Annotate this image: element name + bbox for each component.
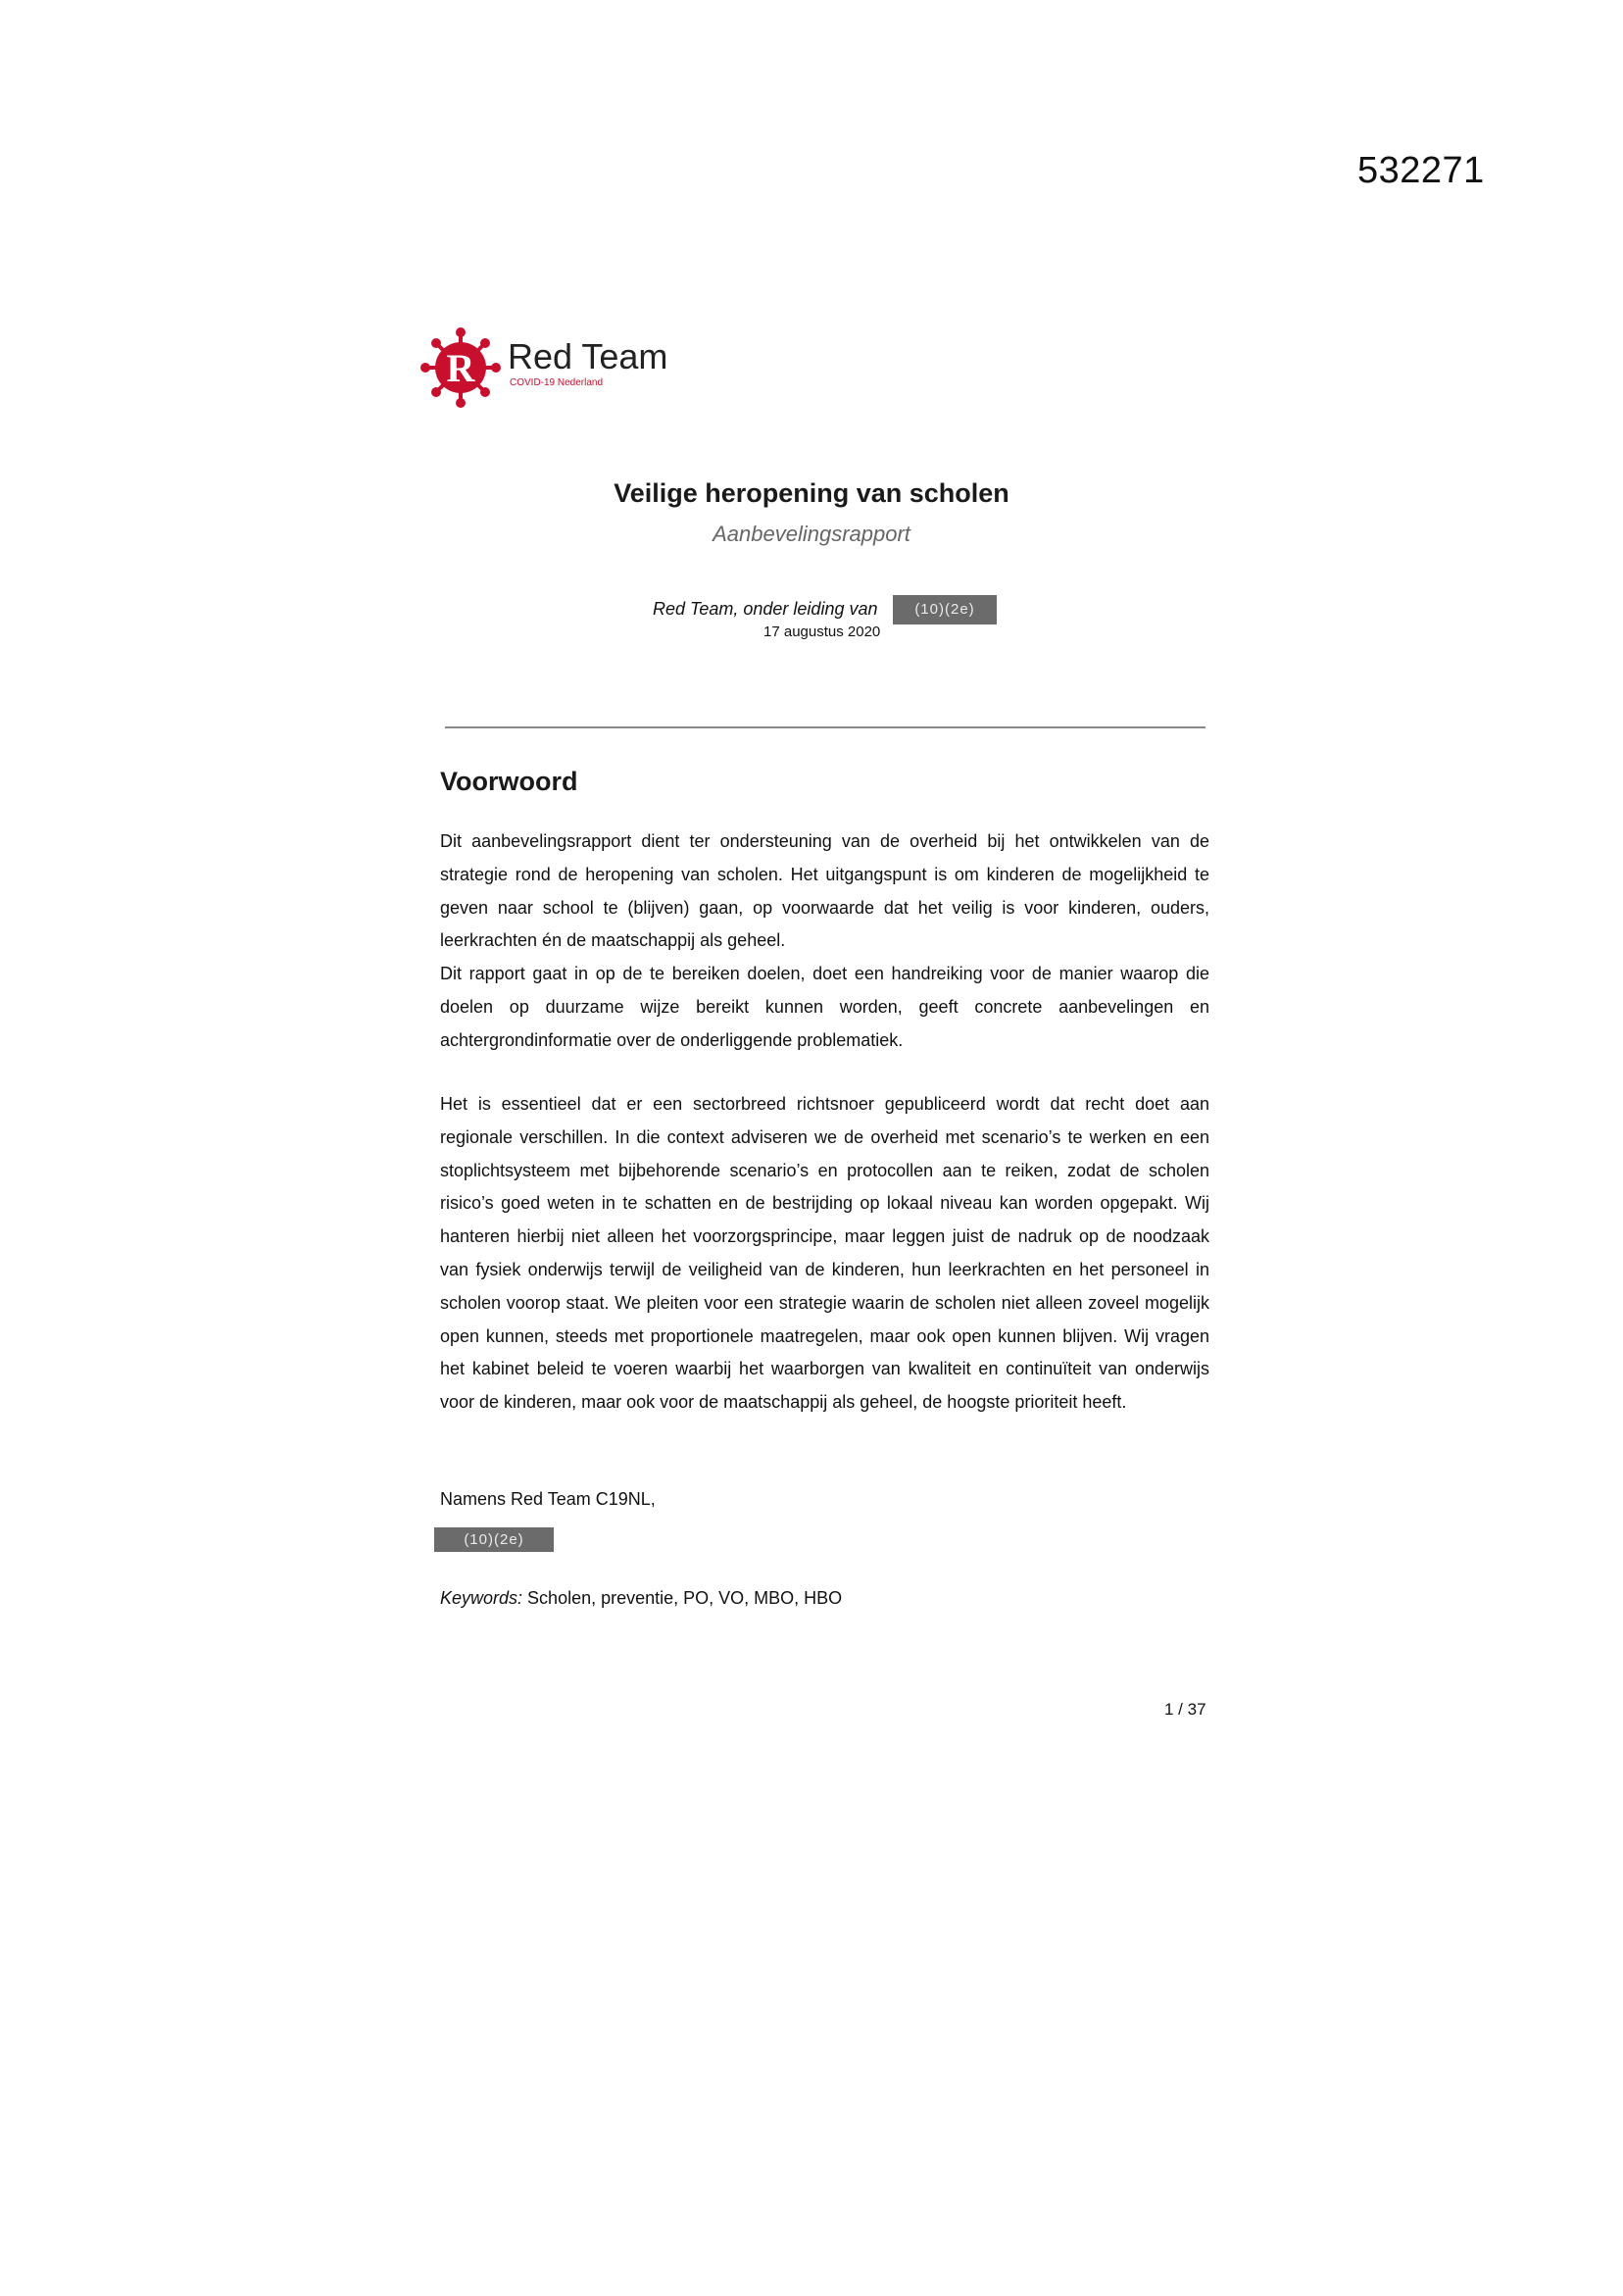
section-heading: Voorwoord (440, 767, 578, 796)
signature-redaction-box: (10)(2e) (434, 1527, 554, 1552)
paragraph-1 (440, 825, 1209, 1058)
report-date: 17 augustus 2020 (763, 624, 881, 640)
lead-line: Red Team, onder leiding van (653, 599, 878, 619)
logo-title: Red Team (508, 336, 668, 376)
svg-text:R: R (446, 346, 475, 390)
paragraph-2: Het is essentieel dat er een sectorbreed richtsnoer gepubliceerd wordt dat recht doet aan regionale verschillen. In die context adviseren we de overheid met scenario’s te werken en een stoplichtsysteem met bijbehorende scenario’s en protocollen aan te reiken, zodat de scholen risico’s goed weten in te schatten en de bestrijding op lokaal niveau kan worden opgepakt. Wij hanteren hierbij niet alleen het voorzorgsprincipe, maar leggen juist de nadruk op de noodzaak van fysiek onderwijs terwijl de veiligheid van de kinderen, hun leerkrachten en het personeel in scholen voorop staat. We pleiten voor een strategie waarin de scholen niet alleen zoveel mogelijk open kunnen, steeds met proportionele maatregelen, maar ook open kunnen blijven. Wij vragen het kabinet beleid te voeren waarbij het waarborgen van kwaliteit en continuïteit van onderwijs voor de kinderen, maar ook voor de maatschappij als geheel, de hoogste prioriteit heeft. (440, 1094, 1209, 1413)
red-team-logo (419, 326, 674, 407)
keywords-label: Keywords: (440, 1588, 523, 1608)
page-number: 1 / 37 (1164, 1700, 1206, 1719)
signature-line: Namens Red Team C19NL, (440, 1489, 656, 1509)
virus-r-icon (419, 326, 502, 409)
redaction-box: (10)(2e) (893, 595, 997, 624)
document-id: 532271 (1357, 150, 1485, 191)
paragraph-1a: Dit aanbevelingsrapport dient ter ondersteuning van de overheid bij het ontwikkelen van de strategie rond de heropening van scholen. Het uitgangspunt is om kinderen de mogelijkheid te geven naar school te (blijven) gaan, op voorwaarde dat het veilig is voor kinderen, ouders, leerkrachten én de maatschappij als geheel. (440, 831, 1209, 951)
report-title: Veilige heropening van scholen (614, 478, 1009, 508)
paragraph-1b: Dit rapport gaat in op de te bereiken doelen, doet een handreiking voor de manier waarop die doelen op duurzame wijze bereikt kunnen worden, geeft concrete aanbevelingen en achtergrondinformatie over de onderliggende problematiek. (440, 964, 1209, 1050)
keywords-line (440, 1588, 842, 1609)
logo-subtitle: COVID-19 Nederland (510, 377, 604, 388)
divider-line (445, 726, 1205, 728)
keywords-value: Scholen, preventie, PO, VO, MBO, HBO (522, 1588, 843, 1608)
report-subtitle: Aanbevelingsrapport (713, 522, 910, 546)
